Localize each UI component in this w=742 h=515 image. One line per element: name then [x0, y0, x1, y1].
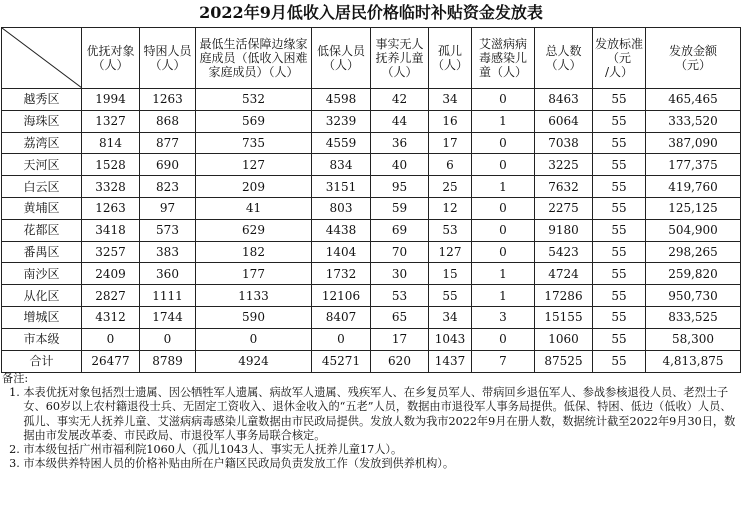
value-cell: 4724 — [535, 263, 593, 285]
value-cell: 26477 — [82, 350, 140, 372]
header-text: 最低生活保障边缘家 — [199, 37, 308, 51]
note-line: 孤儿、事实无人抚养儿童、艾滋病病毒感染儿童数据由市民政局提供。发放人数为我市2022年9月在册人数，数据统计截至2022年9月30日，数 — [2, 414, 736, 428]
value-cell: 532 — [196, 89, 312, 111]
value-cell: 4598 — [312, 89, 371, 111]
value-cell: 0 — [472, 241, 535, 263]
value-cell: 0 — [140, 328, 196, 350]
total-row — [2, 350, 741, 372]
subsidy-table — [1, 27, 741, 373]
district-cell: 天河区 — [2, 154, 82, 176]
header-text: （人） — [545, 58, 582, 72]
note-line: 据由市发展改革委、市民政局、市退役军人事务局联合核定。 — [2, 428, 326, 442]
value-cell: 17 — [371, 328, 429, 350]
value-cell: 36 — [371, 132, 429, 154]
table-row — [2, 89, 741, 111]
header-text: （元） — [674, 58, 711, 72]
value-cell: 30 — [371, 263, 429, 285]
table-row — [2, 197, 741, 219]
value-cell: 127 — [429, 241, 472, 263]
value-cell: 0 — [196, 328, 312, 350]
value-cell: 59 — [371, 197, 429, 219]
table-row — [2, 241, 741, 263]
header-text: （人） — [92, 58, 129, 72]
header-text: 孤儿 — [437, 44, 462, 58]
note-line: 备注: — [2, 372, 29, 385]
value-cell: 55 — [593, 263, 646, 285]
value-cell: 55 — [593, 154, 646, 176]
value-cell: 95 — [371, 176, 429, 198]
value-cell: 629 — [196, 219, 312, 241]
value-cell: 8463 — [535, 89, 593, 111]
value-cell: 4924 — [196, 350, 312, 372]
value-cell: 12106 — [312, 285, 371, 307]
value-cell: 7038 — [535, 132, 593, 154]
value-cell: 3328 — [82, 176, 140, 198]
value-cell: 950,730 — [646, 285, 741, 307]
header-text: 庭成员（低收入困难 — [199, 51, 308, 65]
value-cell: 0 — [472, 197, 535, 219]
value-cell: 55 — [593, 219, 646, 241]
value-cell: 0 — [472, 132, 535, 154]
header-text: 艾滋病病 — [478, 37, 527, 51]
value-cell: 0 — [312, 328, 371, 350]
column-header — [82, 28, 140, 89]
column-header — [472, 28, 535, 89]
value-cell: 7632 — [535, 176, 593, 198]
value-cell: 360 — [140, 263, 196, 285]
note-line: 3. 市本级供养特困人员的价格补贴由所在户籍区民政局负责发放工作（发放到供养机构）。 — [2, 457, 455, 471]
value-cell: 6 — [429, 154, 472, 176]
value-cell: 53 — [371, 285, 429, 307]
value-cell: 1263 — [82, 197, 140, 219]
value-cell: 0 — [472, 219, 535, 241]
value-cell: 3418 — [82, 219, 140, 241]
header-text: （人） — [381, 65, 418, 79]
value-cell: 868 — [140, 110, 196, 132]
value-cell: 1133 — [196, 285, 312, 307]
value-cell: 0 — [82, 328, 140, 350]
value-cell: 4,813,875 — [646, 350, 741, 372]
value-cell: 259,820 — [646, 263, 741, 285]
value-cell: 333,520 — [646, 110, 741, 132]
value-cell: 4438 — [312, 219, 371, 241]
value-cell: 3151 — [312, 176, 371, 198]
district-cell: 黄埔区 — [2, 197, 82, 219]
value-cell: 0 — [472, 89, 535, 111]
value-cell: 1263 — [140, 89, 196, 111]
header-text: （人） — [431, 58, 468, 72]
district-cell: 白云区 — [2, 176, 82, 198]
value-cell: 1437 — [429, 350, 472, 372]
value-cell: 3239 — [312, 110, 371, 132]
value-cell: 58,300 — [646, 328, 741, 350]
header-text: （人） — [149, 58, 186, 72]
value-cell: 877 — [140, 132, 196, 154]
value-cell: 53 — [429, 219, 472, 241]
value-cell: 182 — [196, 241, 312, 263]
table-row — [2, 176, 741, 198]
value-cell: 55 — [593, 306, 646, 328]
value-cell: 1404 — [312, 241, 371, 263]
value-cell: 17286 — [535, 285, 593, 307]
value-cell: 0 — [472, 154, 535, 176]
district-cell: 荔湾区 — [2, 132, 82, 154]
value-cell: 6064 — [535, 110, 593, 132]
value-cell: 65 — [371, 306, 429, 328]
header-text: （元 — [606, 51, 631, 65]
value-cell: 16 — [429, 110, 472, 132]
note-line: 女、60岁以上农村籍退役士兵、无固定工资收入、退休金收入的“五老”人员，数据由市退役军人事务局提供。低保、特困、低边（低收）人员、 — [2, 400, 732, 414]
value-cell: 0 — [472, 328, 535, 350]
table-row — [2, 219, 741, 241]
note-line: 1. 本表优抚对象包括烈士遗属、因公牺牲军人遗属、病故军人遗属、残疾军人、在乡复员军人、带病回乡退伍军人、参战参核退役人员、老烈士子 — [2, 386, 729, 400]
header-corner-cell — [2, 28, 82, 89]
value-cell: 1744 — [140, 306, 196, 328]
value-cell: 1528 — [82, 154, 140, 176]
value-cell: 833,525 — [646, 306, 741, 328]
value-cell: 44 — [371, 110, 429, 132]
column-header — [646, 28, 741, 89]
column-header — [593, 28, 646, 89]
value-cell: 735 — [196, 132, 312, 154]
column-header — [196, 28, 312, 89]
diagonal-line — [2, 28, 82, 88]
header-text: （人） — [322, 58, 359, 72]
value-cell: 4559 — [312, 132, 371, 154]
value-cell: 25 — [429, 176, 472, 198]
header-text: /人） — [604, 65, 634, 79]
value-cell: 42 — [371, 89, 429, 111]
value-cell: 55 — [593, 132, 646, 154]
district-cell: 越秀区 — [2, 89, 82, 111]
value-cell: 7 — [472, 350, 535, 372]
note-line: 2. 市本级包括广州市福利院1060人（孤儿1043人、事实无人抚养儿童17人）。 — [2, 443, 403, 457]
value-cell: 383 — [140, 241, 196, 263]
district-cell: 花都区 — [2, 219, 82, 241]
value-cell: 3 — [472, 306, 535, 328]
district-cell: 增城区 — [2, 306, 82, 328]
value-cell: 504,900 — [646, 219, 741, 241]
value-cell: 55 — [593, 110, 646, 132]
value-cell: 1327 — [82, 110, 140, 132]
column-header — [312, 28, 371, 89]
value-cell: 9180 — [535, 219, 593, 241]
column-header — [140, 28, 196, 89]
table-row — [2, 132, 741, 154]
value-cell: 40 — [371, 154, 429, 176]
value-cell: 569 — [196, 110, 312, 132]
value-cell: 8407 — [312, 306, 371, 328]
header-text: 特困人员 — [143, 44, 192, 58]
value-cell: 2409 — [82, 263, 140, 285]
value-cell: 55 — [429, 285, 472, 307]
value-cell: 823 — [140, 176, 196, 198]
value-cell: 1 — [472, 285, 535, 307]
value-cell: 1 — [472, 110, 535, 132]
value-cell: 1 — [472, 263, 535, 285]
header-text: 低保人员 — [316, 44, 365, 58]
district-cell: 从化区 — [2, 285, 82, 307]
value-cell: 834 — [312, 154, 371, 176]
value-cell: 55 — [593, 197, 646, 219]
district-cell: 南沙区 — [2, 263, 82, 285]
column-header — [429, 28, 472, 89]
value-cell: 1732 — [312, 263, 371, 285]
page-title: 2022年9月低收入居民价格临时补贴资金发放表 — [199, 3, 543, 22]
district-cell: 番禺区 — [2, 241, 82, 263]
value-cell: 177,375 — [646, 154, 741, 176]
district-cell: 海珠区 — [2, 110, 82, 132]
table-row — [2, 285, 741, 307]
value-cell: 2275 — [535, 197, 593, 219]
table-row — [2, 263, 741, 285]
header-text: 抚养儿童 — [375, 51, 424, 65]
value-cell: 419,760 — [646, 176, 741, 198]
header-text: 发放金额 — [668, 44, 717, 58]
value-cell: 34 — [429, 306, 472, 328]
value-cell: 573 — [140, 219, 196, 241]
header-text: 总人数 — [545, 44, 582, 58]
table-row — [2, 110, 741, 132]
header-text: 童（人） — [478, 65, 527, 79]
value-cell: 55 — [593, 89, 646, 111]
value-cell: 4312 — [82, 306, 140, 328]
value-cell: 55 — [593, 285, 646, 307]
table-row — [2, 306, 741, 328]
table-row — [2, 328, 741, 350]
value-cell: 2827 — [82, 285, 140, 307]
value-cell: 17 — [429, 132, 472, 154]
value-cell: 55 — [593, 176, 646, 198]
value-cell: 1 — [472, 176, 535, 198]
value-cell: 1994 — [82, 89, 140, 111]
value-cell: 590 — [196, 306, 312, 328]
value-cell: 8789 — [140, 350, 196, 372]
value-cell: 55 — [593, 350, 646, 372]
value-cell: 125,125 — [646, 197, 741, 219]
header-text: 毒感染儿 — [478, 51, 527, 65]
district-cell: 合计 — [2, 350, 82, 372]
value-cell: 15155 — [535, 306, 593, 328]
value-cell: 69 — [371, 219, 429, 241]
value-cell: 70 — [371, 241, 429, 263]
value-cell: 1060 — [535, 328, 593, 350]
value-cell: 620 — [371, 350, 429, 372]
value-cell: 45271 — [312, 350, 371, 372]
value-cell: 3225 — [535, 154, 593, 176]
table-row — [2, 154, 741, 176]
value-cell: 55 — [593, 241, 646, 263]
value-cell: 3257 — [82, 241, 140, 263]
column-header — [535, 28, 593, 89]
header-text: 发放标准 — [594, 37, 643, 51]
value-cell: 814 — [82, 132, 140, 154]
value-cell: 97 — [140, 197, 196, 219]
value-cell: 690 — [140, 154, 196, 176]
value-cell: 5423 — [535, 241, 593, 263]
header-text: 家庭成员）（人） — [208, 65, 299, 79]
value-cell: 1111 — [140, 285, 196, 307]
value-cell: 34 — [429, 89, 472, 111]
column-header — [371, 28, 429, 89]
notes — [2, 372, 740, 471]
value-cell: 12 — [429, 197, 472, 219]
district-cell: 市本级 — [2, 328, 82, 350]
value-cell: 41 — [196, 197, 312, 219]
header-text: 事实无人 — [375, 37, 424, 51]
value-cell: 177 — [196, 263, 312, 285]
value-cell: 87525 — [535, 350, 593, 372]
value-cell: 55 — [593, 328, 646, 350]
value-cell: 803 — [312, 197, 371, 219]
value-cell: 465,465 — [646, 89, 741, 111]
header-text: 优抚对象 — [86, 44, 135, 58]
value-cell: 127 — [196, 154, 312, 176]
value-cell: 298,265 — [646, 241, 741, 263]
header-row — [2, 28, 741, 89]
value-cell: 209 — [196, 176, 312, 198]
value-cell: 387,090 — [646, 132, 741, 154]
value-cell: 1043 — [429, 328, 472, 350]
value-cell: 15 — [429, 263, 472, 285]
